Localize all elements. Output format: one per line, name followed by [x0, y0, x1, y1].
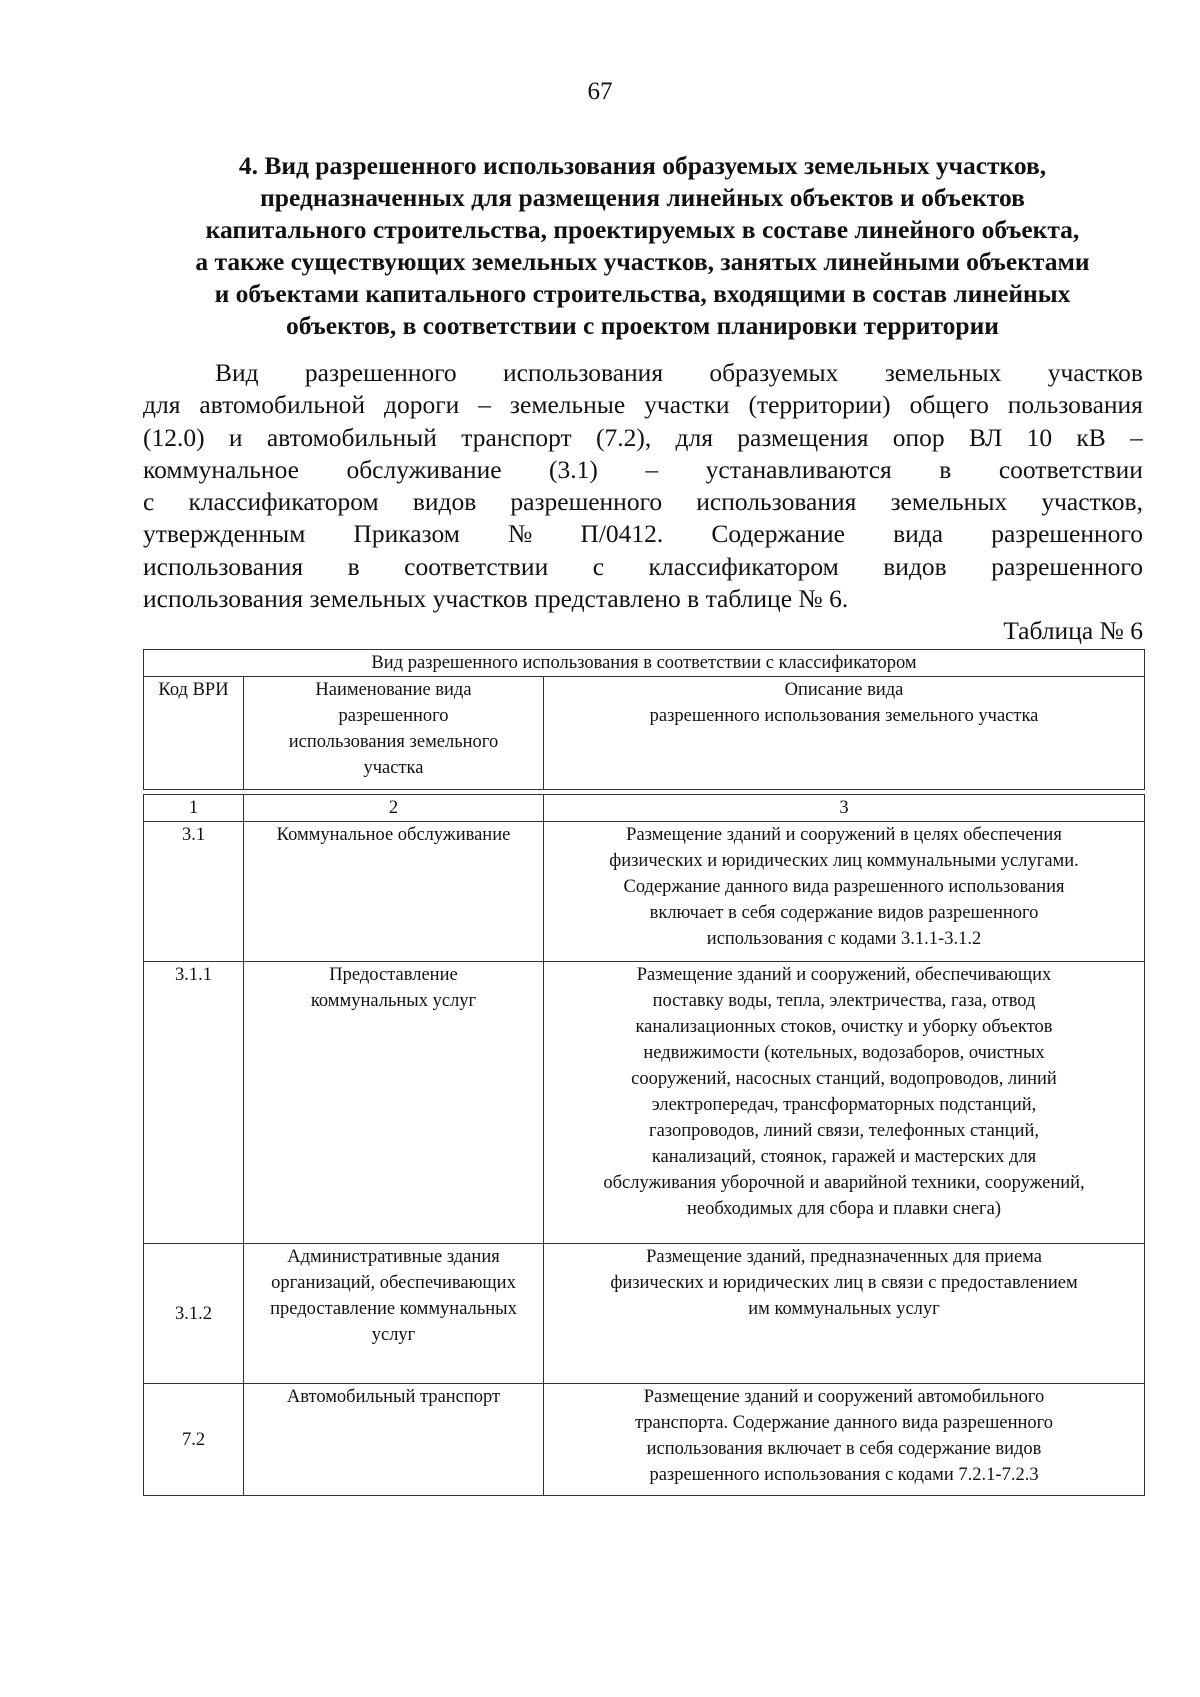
- word: разрешенного: [304, 358, 457, 387]
- cell-line: Предоставление: [329, 965, 458, 985]
- table-group-header: Вид разрешенного использования в соответствии с классификатором: [144, 650, 1145, 677]
- cell-line: необходимых для сбора и плавки снега): [686, 1199, 1002, 1219]
- table-row: [144, 822, 1145, 962]
- cell-line: сооружений, насосных станций, водопроводов, линий: [631, 1069, 1057, 1089]
- word: утвержденным: [143, 519, 306, 549]
- heading-line: предназначенных для размещения линейных объектов и объектов: [260, 183, 1025, 212]
- word: для: [675, 422, 713, 452]
- row-name: [244, 962, 544, 1244]
- word: в: [347, 551, 360, 581]
- word: коммунальное: [143, 454, 299, 484]
- heading-line: капитального строительства, проектируемых в составе линейного объекта,: [205, 215, 1080, 244]
- cell-line: разрешенного использования земельного участка: [649, 706, 1039, 726]
- table-header-row: [144, 677, 1145, 790]
- word: общего: [909, 390, 989, 420]
- word: Приказом: [353, 519, 460, 549]
- paragraph-line: [143, 454, 1143, 486]
- word: кВ: [1076, 422, 1106, 452]
- word: (12.0): [143, 422, 205, 452]
- cell-line: поставку воды, тепла, электричества, газа, отвод: [652, 991, 1036, 1011]
- paragraph-line: [143, 551, 1143, 583]
- vri-table: [143, 649, 1145, 1496]
- heading-line: и объектами капитального строительства, входящими в состав линейных: [214, 279, 1071, 308]
- cell-line: Административные здания: [287, 1247, 500, 1267]
- cell-line: им коммунальных услуг: [748, 1299, 940, 1319]
- word: –: [1130, 422, 1143, 452]
- word: размещения: [737, 422, 869, 452]
- word: автомобильный: [266, 422, 437, 452]
- word: участков,: [1041, 487, 1143, 517]
- cell-line: Описание вида: [784, 680, 904, 700]
- word: земельные: [509, 390, 626, 420]
- cell-line: Коммунальное обслуживание: [276, 825, 511, 845]
- paragraph-line: [143, 422, 1143, 454]
- heading-line: 4. Вид разрешенного использования образуемых земельных участков,: [238, 151, 1047, 180]
- cell-line: транспорта. Содержание данного вида разрешенного: [634, 1413, 1054, 1433]
- word: Вид: [215, 358, 259, 387]
- row-name: [244, 1244, 544, 1384]
- header-code: Код ВРИ: [144, 677, 244, 790]
- cell-line: Размещение зданий и сооружений в целях обеспечения: [626, 825, 1062, 845]
- page-number: 67: [587, 78, 613, 105]
- row-code: 3.1.1: [144, 962, 244, 1244]
- word: соответствии: [998, 454, 1143, 484]
- cell-line: канализационных стоков, очистку и уборку объектов: [635, 1017, 1053, 1037]
- word: обслуживание: [346, 454, 502, 484]
- word: с: [143, 487, 155, 517]
- word: образуемых: [709, 358, 839, 387]
- word: соответствии: [404, 551, 549, 581]
- word: 10: [1026, 422, 1053, 452]
- cell-line: Размещение зданий и сооружений, обеспечивающих: [636, 965, 1052, 985]
- word: видов: [412, 487, 477, 517]
- table-row: [144, 962, 1145, 1244]
- row-description: [544, 962, 1145, 1244]
- cell-line: использования земельного: [288, 732, 499, 752]
- row-description: [544, 1244, 1145, 1384]
- cell-line: использования с кодами 3.1.1-3.1.2: [706, 929, 982, 949]
- word: земельных: [884, 358, 1002, 387]
- column-number: 1: [144, 795, 244, 822]
- cell-line: Содержание данного вида разрешенного использования: [623, 877, 1065, 897]
- word: видов: [883, 551, 947, 581]
- header-description: [544, 677, 1145, 790]
- row-code: 7.2: [144, 1384, 244, 1496]
- word: вида: [893, 519, 944, 549]
- heading-line: а также существующих земельных участков, занятых линейными объектами: [195, 247, 1090, 276]
- paragraph-line: [143, 357, 1143, 389]
- word: (7.2),: [596, 422, 652, 452]
- word: классификатором: [188, 487, 379, 517]
- header-name: [244, 677, 544, 790]
- heading-line: объектов, в соответствии с проектом планировки территории: [286, 311, 999, 340]
- cell-line: электропередач, трансформаторных подстанций,: [651, 1095, 1037, 1115]
- word: транспорт: [461, 422, 572, 452]
- cell-line: обслуживания уборочной и аварийной техники, сооружений,: [603, 1173, 1085, 1193]
- row-description: [544, 1384, 1145, 1496]
- row-code: 3.1: [144, 822, 244, 962]
- cell-line: разрешенного: [338, 706, 449, 726]
- word: земельных: [890, 487, 1008, 517]
- word: разрешенного: [510, 487, 663, 517]
- row-code: 3.1.2: [144, 1244, 244, 1384]
- cell-line: канализаций, стоянок, гаражей и мастерских для: [651, 1147, 1037, 1167]
- word: дороги: [383, 390, 460, 420]
- column-number: 3: [544, 795, 1145, 822]
- word: разрешенного: [991, 551, 1143, 581]
- table-group-header-row: [144, 650, 1145, 677]
- word: с: [592, 551, 605, 581]
- word: (3.1): [549, 454, 598, 484]
- word: использования: [502, 358, 664, 387]
- table-row: [144, 1384, 1145, 1496]
- word: для: [143, 390, 181, 420]
- cell-line: предоставление коммунальных: [270, 1299, 517, 1319]
- word: ВЛ: [968, 422, 1003, 452]
- cell-line: разрешенного использования с кодами 7.2.1-7.2.3: [649, 1465, 1039, 1485]
- cell-line: организаций, обеспечивающих: [271, 1273, 516, 1293]
- word: в: [939, 454, 952, 484]
- word: устанавливаются: [705, 454, 892, 484]
- word: использования: [143, 551, 304, 581]
- cell-line: Размещение зданий, предназначенных для приема: [646, 1247, 1042, 1267]
- row-description: [544, 822, 1145, 962]
- word: №: [507, 519, 533, 549]
- cell-line: коммунальных услуг: [310, 991, 477, 1011]
- word: и: [228, 422, 243, 452]
- cell-line: участка: [363, 758, 424, 778]
- table-caption: Таблица № 6: [1003, 616, 1143, 645]
- word: классификатором: [648, 551, 839, 581]
- word: использования: [696, 487, 857, 517]
- word: Содержание: [711, 519, 846, 549]
- word: –: [645, 454, 659, 484]
- word: –: [478, 390, 491, 420]
- cell-line: включает в себя содержание видов разрешенного: [649, 903, 1039, 923]
- section-heading: [140, 150, 1145, 342]
- row-name: [244, 822, 544, 962]
- word: опор: [892, 422, 945, 452]
- word: автомобильной: [199, 390, 366, 420]
- word: участков: [1047, 358, 1143, 387]
- table-column-numbers-row: [144, 795, 1145, 822]
- body-paragraph: [143, 357, 1143, 615]
- paragraph-line: [143, 486, 1143, 518]
- row-name: [244, 1384, 544, 1496]
- paragraph-line: использования земельных участков представлено в таблице № 6.: [143, 584, 849, 614]
- cell-line: Автомобильный транспорт: [286, 1387, 501, 1407]
- paragraph-line: [143, 518, 1143, 550]
- cell-line: использования включает в себя содержание видов: [646, 1439, 1042, 1459]
- column-number: 2: [244, 795, 544, 822]
- cell-line: недвижимости (котельных, водозаборов, очистных: [643, 1043, 1045, 1063]
- word: П/0412.: [580, 519, 664, 549]
- word: (территории): [748, 390, 891, 420]
- cell-line: газопроводов, линий связи, телефонных станций,: [648, 1121, 1040, 1141]
- cell-line: физических и юридических лиц коммунальными услугами.: [609, 851, 1079, 871]
- cell-line: Размещение зданий и сооружений автомобильного: [643, 1387, 1045, 1407]
- word: участки: [644, 390, 730, 420]
- table-row: [144, 1244, 1145, 1384]
- word: разрешенного: [991, 519, 1143, 549]
- word: пользования: [1007, 390, 1143, 420]
- cell-line: физических и юридических лиц в связи с предоставлением: [610, 1273, 1078, 1293]
- paragraph-line: [143, 389, 1143, 421]
- cell-line: Наименование вида: [315, 680, 472, 700]
- cell-line: услуг: [371, 1325, 416, 1345]
